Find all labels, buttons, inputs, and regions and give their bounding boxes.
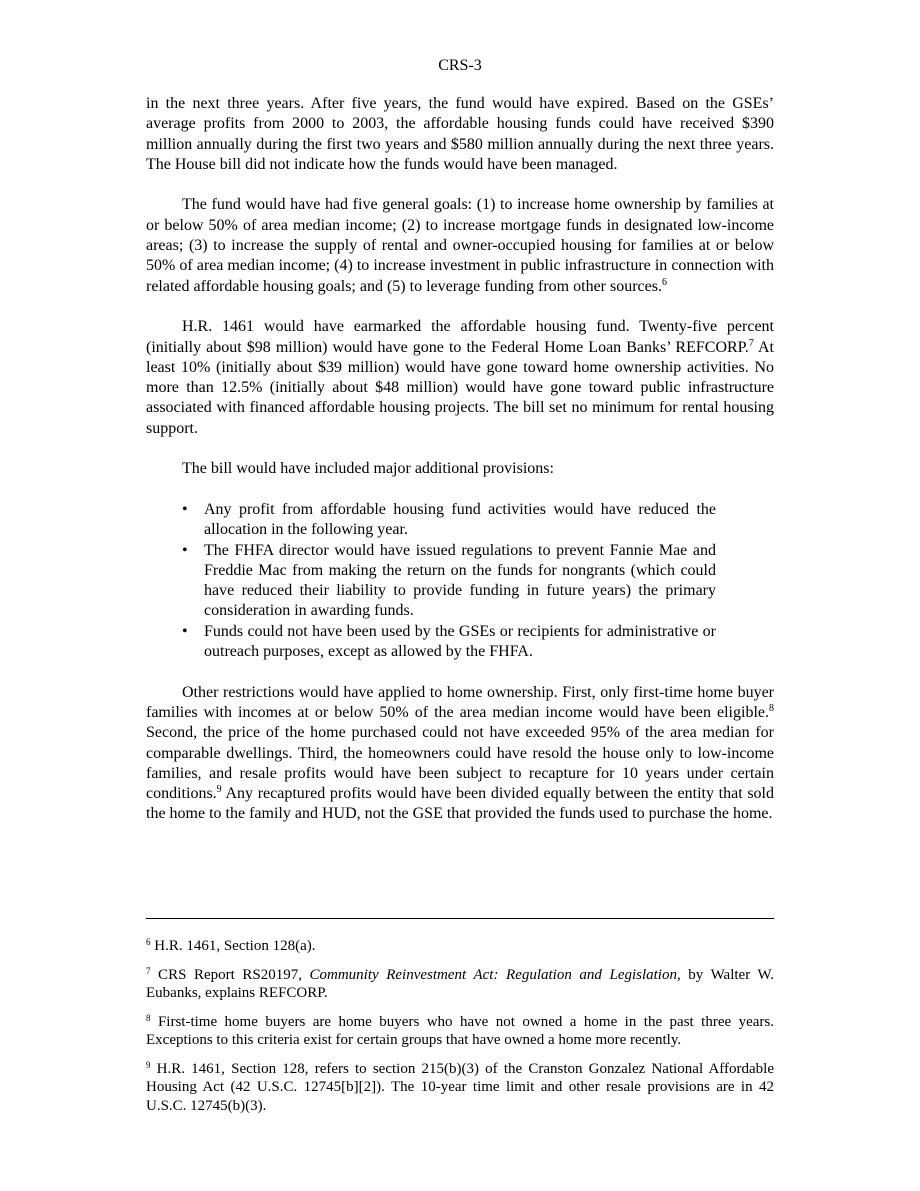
- footnote-7: [146, 966, 774, 1003]
- footnote-ref-7[interactable]: 7: [748, 337, 754, 349]
- list-item: [146, 541, 716, 622]
- footnote-text: H.R. 1461, Section 128(a).: [150, 938, 316, 954]
- paragraph-text: Any recaptured profits would have been divided equally between the entity that sold the home to the family and HUD, not the GSE that provided the funds used to purchase the home.: [146, 785, 774, 823]
- paragraph-restrictions: [146, 683, 774, 825]
- bullet-icon: •: [182, 541, 188, 559]
- provisions-list: [146, 500, 774, 662]
- list-item-text: Funds could not have been used by the GSEs or recipients for administrative or outreach purposes, except as allowed by the FHFA.: [204, 622, 716, 661]
- footnote-number: 9: [146, 1059, 151, 1070]
- bullet-icon: •: [182, 500, 188, 518]
- paragraph-text: Other restrictions would have applied to home ownership. First, only first-time home buyer families with incomes at or below 50% of the area median income would have been eligible.: [146, 683, 774, 721]
- list-item-text: Any profit from affordable housing fund activities would have reduced the allocation in the following year.: [204, 500, 716, 539]
- footnote-6: [146, 937, 774, 956]
- body-text: [146, 94, 774, 845]
- footnote-number: 8: [146, 1012, 151, 1023]
- paragraph-provisions-intro: The bill would have included major additional provisions:: [182, 460, 554, 478]
- footnote-text: CRS Report RS20197,: [150, 966, 310, 983]
- footnote-text: First-time home buyers are home buyers who have not owned a home in the past three years. Exceptions to this criteria exist for certain groups that have owned a home more recently.: [146, 1013, 774, 1048]
- footnote-text: H.R. 1461, Section 128, refers to section 215(b)(3) of the Cranston Gonzalez National Affordable Housing Act (42 U.S.C. 12745[b][2]). The 10-year time limit and other resale provisions are in 42 U.S.C. 12745(b)(3).: [146, 1060, 774, 1114]
- paragraph-text: Second, the price of the home purchased could not have exceeded 95% of the area median for comparable dwellings. Third, the homeowners could have resold the house only to low-income families, and resale profits would have been subject to recapture for 10 years under certain conditions.: [146, 724, 774, 803]
- list-item: [146, 500, 716, 541]
- footnote-ref-6[interactable]: 6: [661, 276, 667, 288]
- report-title: Community Reinvestment Act: Regulation and Legislation: [309, 966, 677, 983]
- paragraph-fund-goals: [146, 195, 774, 296]
- page-header: [0, 56, 920, 76]
- footnote-9: [146, 1060, 774, 1116]
- page-label: CRS-3: [438, 57, 482, 74]
- bullet-icon: •: [182, 622, 188, 640]
- footnotes: [146, 937, 774, 1125]
- footnote-ref-9[interactable]: 9: [216, 784, 222, 796]
- footnote-8: [146, 1013, 774, 1050]
- footnote-ref-8[interactable]: 8: [769, 702, 774, 714]
- list-item-text: The FHFA director would have issued regulations to prevent Fannie Mae and Freddie Mac from making the return on the funds for nongrants (which could have reduced their liability to provide funding in future years) the primary consideration in awarding funds.: [204, 541, 716, 620]
- footnote-divider: [146, 918, 774, 919]
- footnote-number: 6: [146, 937, 151, 947]
- footnote-text: , by Walter W. Eubanks, explains REFCORP.: [146, 966, 775, 1001]
- footnote-number: 7: [146, 965, 151, 976]
- paragraph-continued: in the next three years. After five years, the fund would have expired. Based on the GSEs’ average profits from 2000 to 2003, the affordable housing funds could have received $390 million annually during the first two years and $580 million annually during the next three years. The House bill did not indicate how the funds would have been managed.: [146, 95, 774, 173]
- paragraph-text: The fund would have had five general goals: (1) to increase home ownership by families at or below 50% of area median income; (2) to increase mortgage funds in designated low-income areas; (3) to increase the supply of rental and owner-occupied housing for families at or below 50% of area median income; (4) to increase investment in public infrastructure in connection with related affordable housing goals; and (5) to leverage funding from other sources.: [146, 196, 774, 295]
- list-item: [146, 622, 716, 663]
- paragraph-text: At least 10% (initially about $39 million) would have gone toward home ownership activities. No more than 12.5% (initially about $48 million) would have gone toward public infrastructure associated with financed affordable housing projects. The bill set no minimum for rental housing support.: [146, 338, 774, 437]
- paragraph-text: H.R. 1461 would have earmarked the affordable housing fund. Twenty-five percent (initially about $98 million) would have gone to the Federal Home Loan Banks’ REFCORP.: [146, 318, 774, 356]
- paragraph-earmarks: [146, 317, 774, 439]
